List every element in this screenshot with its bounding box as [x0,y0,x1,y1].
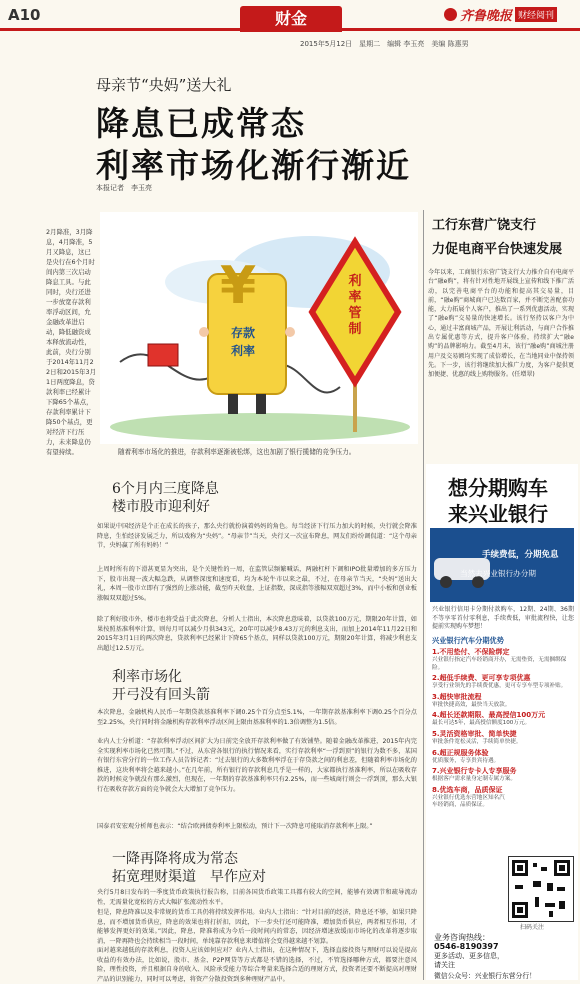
cib-feature-title: 8.优选车商，品质保证 [432,785,503,794]
cib-feature-item [432,730,574,747]
paragraph-8: 但是，降息降准以及非常规的货币工具仍将持续发挥作用。业内人士指出：“针对目前的经济，降息还不够，如果只降息，而不增加货币供应，降息的效果也将打折扣，因此，下一步央行还可能降准，增加货币供应，两者相互作用，才能够发挥更好的效果。”因此，降息，降准将成为今后一段时间内的常态，因经济增速放缓而市场化的改革将逐步取消，一降再降也会持续相当一段时间，单纯靠存款利息来增值将会变得越来越不划算。 [97,909,417,945]
cib-ad [426,464,578,980]
cib-feature-title: 3.超快审批流程 [432,692,482,701]
right-article-title-1: 工行东营广饶支行 [432,218,537,233]
cib-feature-title: 4.超长还款期限、最高授信100万元 [432,711,546,720]
yen-symbol: ¥ [220,256,257,316]
subhead-2-line-1: 利率市场化 [112,669,182,685]
contact-wechat: 微信公众号：兴业银行东营分行！ [434,972,536,980]
cib-feature-desc: 兴业银行指定汽车经销商开办，无需垫资，无需捆绑保险。 [432,657,567,671]
section-tab: 财金 [240,6,342,32]
cib-feature-item [432,648,574,672]
contact-label: 业务咨询热线： [434,933,490,942]
paragraph-9: 面对越来越低的存款利息，投资人应该如何应对？业内人士指出，在这种情况下，选择直接投资与理财可以说是提高收益的有效办法，比如说，股市、基金、P2P网贷等方式都是不错的选择，不过，不管选择哪种方式，都要注意风险，理性投资，并且根据自身的收入、风险承受能力等综合考量来选择合适的理财方式，投资者还要不断提高对理财产品的识别能力，同时可以考虑，将资产分散投资到多种理财产品中。 [97,947,417,983]
sign-text: 利率管制 [348,274,362,337]
date-line: 2015年5月12日 星期二 编辑 李玉亮 美编 陈惠男 [300,40,469,48]
paragraph-7: 央行5月8日发布的一季度货币政策执行报告称，目前各国货币政策工具都有较大的空间，能够有效调节和疏导流动性，无需量化宽松的方式大幅扩张流动性水平。 [97,889,417,906]
paragraph-3: 除了利好股市外，楼市也将受益于此次降息，分析人士指出，本次降息意味着，以贷款100万元，期限20年计算，如果按照基准利率计算，则每月可以减少月供343元，20年可以减少8.43万元的利息支出，而加上2014年11月22日和2015年3月1日的两次降息，贷款利率已经累计下降65个基点，同样以贷款100万元，期限20年计算，将减少利息支出超过12.5万元。 [97,616,417,652]
cartoon-illustration [100,212,418,444]
paragraph-1: 如果说中国经济是个正在成长的孩子，那么央行就扮演着妈妈的角色。每当经济下行压力加大的时候，央行就会降准降息，生怕经济发展乏力，所以戏称为“央妈”。“母亲节”当天，央行又一次宣布降息，网友们纷纷调侃道：“这个母亲节，央妈赢了所有妈妈！” [97,523,417,550]
subhead-1-line-1: 6个月内三度降息 [112,481,219,497]
kicker: 母亲节“央妈”送大礼 [96,76,232,94]
subhead-3-line-2: 拓宽理财渠道 早作应对 [112,869,266,885]
subhead-3-line-1: 一降再降将成为常态 [112,851,238,867]
byline: 本报记者 李玉亮 [96,184,152,192]
cib-feature-desc: 根据客户需求量身定制专属方案。 [432,776,516,783]
cib-feature-title: 5.灵活资格审批、简单快捷 [432,729,517,738]
cib-banner-line-2: 当然去兴业银行办分期 [460,569,536,578]
cib-feature-item [432,693,574,710]
cib-feature-title: 2.超低手续费、更可享专项优惠 [432,674,531,683]
cib-feature-desc: 最长可达5年，最高授信额度100万元。 [432,720,531,727]
cib-feature-title: 7.兴业银行专卡人专享服务 [432,767,517,776]
cib-feature-item [432,786,574,810]
paper-masthead [444,5,557,23]
column-divider [423,210,424,980]
cib-feature-title: 6.超正规服务体验 [432,748,489,757]
cib-feature-item [432,767,574,784]
header-rule [0,28,580,31]
page-number: A10 [8,6,41,24]
cib-feature-title: 1.不用垫付、不保险绑定 [432,648,510,656]
cib-intro: 兴业银行信用卡分期付款购车，12期、24期、36期不等享零首付零利息，手续费低，审批流程快，让您提前实现购车梦想！ [432,606,574,631]
paper-name: 齐鲁晚报 [460,8,513,24]
cib-feature-item [432,711,574,728]
cib-feature-item [432,674,574,691]
cib-feature-item [432,749,574,766]
headline-line-1: 降息已成常态 [96,104,306,143]
paragraph-4: 本次降息，金融机构人民币一年期贷款基准利率下调0.25个百分点至5.1%，一年期存款基准利率下调0.25个百分点至2.25%，央行同时将金融机构存款利率浮动区间上限由基准利率的1.3倍调整为1.5倍。 [97,709,417,726]
image-caption: 随着利率市场化的推进，存款利率逐渐被松绑，这也加剧了银行揽储的竞争压力。 [118,448,356,456]
subhead-2-line-2: 开弓没有回头箭 [112,687,210,703]
right-article-body: 今年以来，工商银行东营广饶支行大力推介自有电商平台“融e购”，将有针对性地开展线上宣传和线下推广活动，以完善电商平台的功能和提高其交易量，目前，“融e购”商城商户已达数百家，并不断完善配套功能，大力拓展个人客户，推出了一系列优惠活动，实现了“融e购”交易量的快速增长。该行坚持以客户为中心，通过丰富商城产品，开展让利活动，与商户合作推出专属优惠等方式，提升客户体验，持续扩大“融e购”的品牌影响力。截至4月末，该行“融e购”商城注册用户及交易额均实现了成倍增长，在当地同业中保持领先。下一步，该行将继续加大推广力度，为客户提供更加便捷、优惠的线上购物服务。(任增翠) [428,269,574,379]
cib-feature-desc: 优质服务，专享贵宾待遇。 [432,757,500,764]
contact-more: 更多活动、更多信息，请关注 [434,952,504,969]
paragraph-2: 上周时所有的下滑甚更显为突出，是个关键性的一周，在监管层频繁喊话，两融杠杆下调和IPO批量增加的多方压力下，股市出现一波大幅急跌，从调整深度和速度看，均为本轮牛市以来之最，不过，在母亲节当天，“央妈”送出大礼，本周一股市立即有了强烈的上涨动能，截至昨天收盘，上证指数，深成指等涨幅双双超过3%，而中小板和创业板涨幅双双超过5%。 [97,566,417,602]
yen-label-2: 利率 [231,344,256,358]
qr-code[interactable] [508,856,574,922]
cib-ad-banner [430,528,574,602]
paragraph-6: 国泰君安宏观分析师也表示：“结合欧洲债券利率上限松动，预计下一次降息可能取消存款利率上限。” [97,823,373,830]
headline-line-2: 利率市场化渐行渐近 [96,146,411,185]
cib-banner-line-1: 手续费低，分期免息 [482,550,559,560]
right-article-title-2: 力促电商平台快速发展 [432,242,563,257]
lead-paragraph: 2月降准，3月降息，4月降准，5月又降息，这已是央行在6个月时间内第三次启动降息工具。与此同时，央行还进一步放宽存款利率浮动区间，允金融改革进启动，降低融资成本释放流动性，此前，央行分别于2014年11月22日和2015年3月1日两度降息，贷款利率已经累计下降65个基点，存款利率累计下降50个基点，更对经济下行压力，未来降息仍有望持续。 [46,228,96,456]
cib-feature-desc: 兴业银行优选东营地区知名汽车经销商，品质保证。 [432,794,505,809]
cib-ad-title-1: 想分期购车 [448,476,548,500]
subhead-1-line-2: 楼市股市迎利好 [112,499,210,515]
yen-label-1: 存款 [231,326,256,340]
contact-phone[interactable]: 0546-8190397 [434,942,499,951]
qr-label: 扫码关注 [520,924,545,931]
paper-logo-icon [444,8,457,21]
paper-tag: 财经阅刊 [515,7,557,22]
cib-ad-title-2: 来兴业银行 [448,502,548,526]
cib-feature-desc: 审批快捷高效，最快当天放款。 [432,701,511,708]
cib-feature-desc: 享受行业领先的手续费优惠，更可专享车型专项补贴。 [432,683,567,690]
cib-feature-list [432,648,574,812]
cib-feature-desc: 审批条件宽松灵活，手续简单快捷。 [432,738,522,745]
paragraph-5: 业内人士分析道：“存款利率浮动区间扩大为日前完全放开存款利率做了有效铺垫。随着金融改革推进，2015年内完全实现利率市场化已然可期。”不过，从东营各银行的执行情况来看，实行存款利率“一浮到顶”的银行为数不多，某国有银行东营分行的一位工作人员告诉记者：“过去银行的大多数利率浮在于存贷款之间的利息差，但随着利率市场化的推进，这块利率将会越来越小。”在几年前，所有银行的存款利息几乎是一样的，大家都执行基准利率，所以在吸收存款的时候竞争就没有那么激烈，但现在，一年期的存款基准利率只有2.25%，而一些城商行则会一浮到顶，那么大银行在吸收存款方面的竞争就会大大增加了竞争压力。 [97,738,417,793]
cib-features-title: 兴业银行汽车分期优势 [432,636,504,645]
